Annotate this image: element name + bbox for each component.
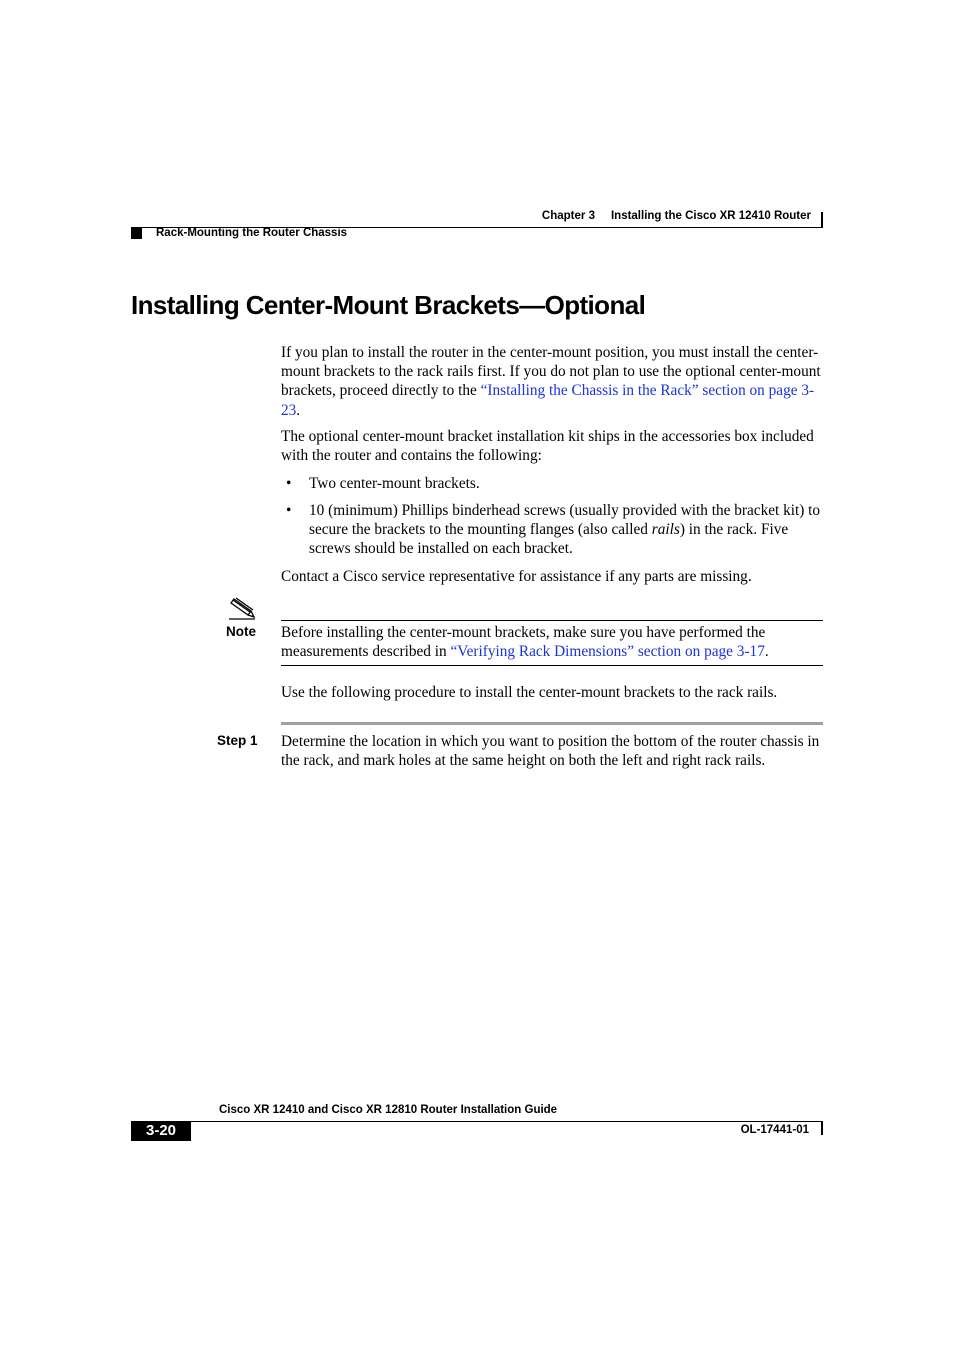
bullet-list-2 [281,501,826,559]
step-rule [281,722,823,725]
intro-text: If you plan to install the router in the center-mount position, you must install the center-mount brackets to the rack rails first. If you do not plan to use the optional center-mount brackets, proceed directly to the [281,344,821,400]
page-title: Installing Center-Mount Brackets—Optional [131,290,646,320]
bullet-symbol: • [286,502,292,519]
list-item [281,474,826,493]
list-item-text-end: ) in the rack. Five screws should be installed on each bracket. [309,521,789,558]
page-number: 3-20 [131,1121,191,1141]
running-header-chapter [542,210,811,222]
bullet-list [281,474,826,493]
footer-rule [131,1121,823,1122]
footer-guide-title: Cisco XR 12410 and Cisco XR 12810 Router Installation Guide [219,1104,558,1116]
list-item-text: Two center-mount brackets. [309,475,480,492]
header-square-marker [131,228,142,239]
bullet-symbol: • [286,475,292,492]
note-text-end: . [764,643,769,661]
procedure-intro [281,683,826,702]
kit-paragraph [281,427,826,465]
pencil-icon [228,596,256,620]
step-1-content: Determine the location in which you want to position the bottom of the router chassis in the rack, and mark holes at the same height on both the left and right rack rails. [281,733,820,770]
note-text-start: Before installing the center-mount brackets, make sure you have performed the measurements described in [281,624,766,661]
rails-italic: rails [651,521,680,539]
note-text [281,623,826,661]
verifying-rack-dimensions-link[interactable]: “Verifying Rack Dimensions” section on page 3-17 [450,643,765,661]
installing-chassis-link[interactable]: “Installing the Chassis in the Rack” section on page 3-23 [281,382,815,419]
intro-text-end: . [296,401,301,419]
note-bottom-rule [281,665,823,666]
note-top-rule [281,620,823,621]
kit-text: The optional center-mount bracket installation kit ships in the accessories box included with the router and contains the following: [281,428,814,465]
intro-paragraph [281,343,826,420]
doc-number: OL-17441-01 [740,1124,809,1136]
contact-paragraph [281,567,826,586]
list-item [281,501,826,559]
running-header-section: Rack-Mounting the Router Chassis [156,227,348,239]
chapter-title: Installing the Cisco XR 12410 Router [610,210,811,222]
contact-text: Contact a Cisco service representative for assistance if any parts are missing. [281,568,752,585]
header-tick-mark [821,212,823,228]
footer-tick-mark [821,1121,823,1135]
step-1-text [281,732,826,770]
note-label: Note [226,624,256,639]
step-1-label: Step 1 [217,733,258,748]
list-item-text: 10 (minimum) Phillips binderhead screws (usually provided with the bracket kit) to secure the brackets to the mounting flanges (also called [309,502,821,539]
chapter-number: Chapter 3 [541,210,595,222]
procedure-intro-text: Use the following procedure to install the center-mount brackets to the rack rails. [281,684,778,701]
